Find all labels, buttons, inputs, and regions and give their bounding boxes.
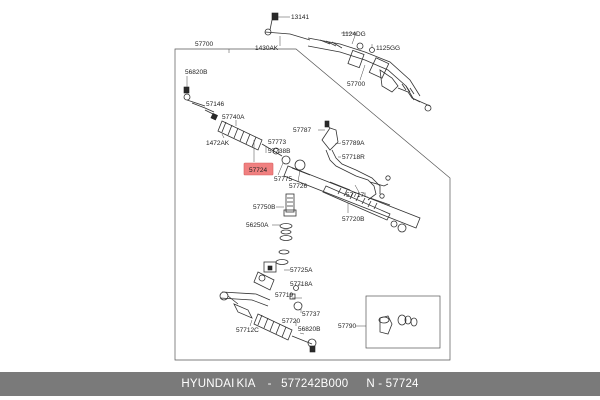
label-1124DG: 1124DG xyxy=(342,31,366,38)
label-1430AK: 1430AK xyxy=(255,45,279,52)
label-57718R: 57718R xyxy=(342,154,365,161)
label-1472AK: 1472AK xyxy=(206,140,230,147)
label-57718A: 57718A xyxy=(290,281,313,288)
label-57700-top: 57700 xyxy=(347,81,366,88)
label-57773: 57773 xyxy=(268,139,287,146)
part-labels xyxy=(185,14,400,334)
reference-label: N - 57724 xyxy=(366,378,419,390)
assembly-overview xyxy=(265,13,431,111)
brand-label: HYUNDAI xyxy=(181,378,235,390)
part-number-label: - 577242B000 xyxy=(267,378,349,390)
label-57726: 57726 xyxy=(289,183,308,190)
label-56820B-top: 56820B xyxy=(185,69,208,76)
label-57720B: 57720B xyxy=(342,216,365,223)
label-13141: 13141 xyxy=(291,14,310,21)
label-57750B: 57750B xyxy=(253,204,276,211)
label-57775: 57775 xyxy=(274,176,293,183)
brand2-label: KIA xyxy=(236,378,256,390)
label-57717L: 57717L xyxy=(346,192,368,199)
label-57719: 57719 xyxy=(275,292,294,299)
label-57789A: 57789A xyxy=(342,140,365,147)
sub-kit-box xyxy=(356,296,440,348)
label-57738B: 57738B xyxy=(268,148,291,155)
label-56250A: 56250A xyxy=(246,222,269,229)
label-57712C: 57712C xyxy=(236,327,259,334)
label-57146: 57146 xyxy=(206,101,225,108)
label-57720: 57720 xyxy=(282,318,301,325)
label-57725A: 57725A xyxy=(290,267,313,274)
label-56820B-bottom: 56820B xyxy=(298,326,321,333)
label-57700-box: 57700 xyxy=(195,41,214,48)
part-info-footer xyxy=(0,372,600,396)
label-57787: 57787 xyxy=(293,127,312,134)
part-number-value: 577242B000 xyxy=(281,378,349,390)
lower-tie-rod-group xyxy=(220,292,316,352)
label-57724: 57724 xyxy=(249,167,268,174)
label-57740A: 57740A xyxy=(222,114,245,121)
label-57790: 57790 xyxy=(338,323,357,330)
label-1125GG: 1125GG xyxy=(376,45,401,52)
label-57737: 57737 xyxy=(302,311,321,318)
